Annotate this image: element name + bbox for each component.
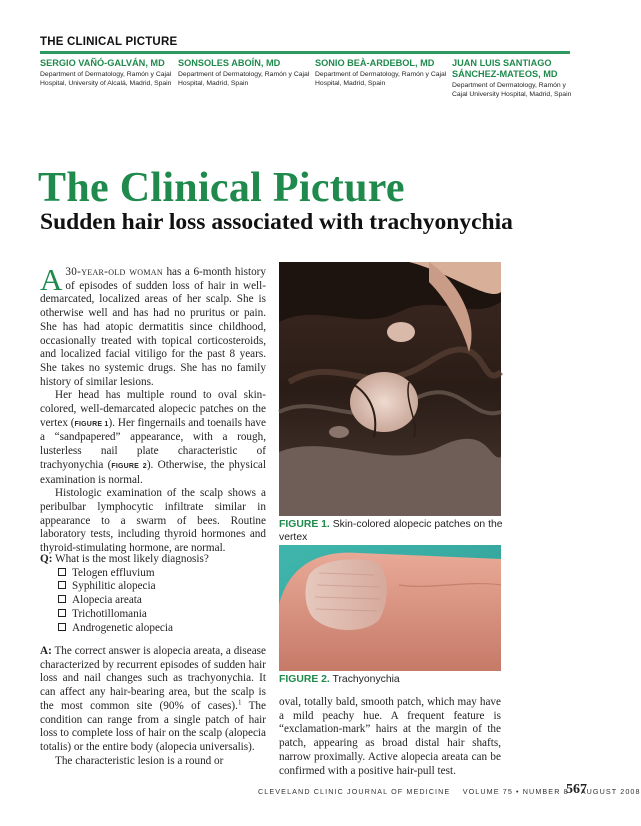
option-item: Telogen effluvium: [58, 567, 266, 581]
section-rule: [40, 51, 570, 54]
journal-name: CLEVELAND CLINIC JOURNAL OF MEDICINE: [258, 787, 451, 796]
answer-paragraph-1: A: The correct answer is alopecia areata, a disease characterized by recurrent episodes of sudden hair loss and nail changes such as trachyonychia. It can affect any hair-bearing area, but the scalp is the most common site (90% of cases).$^1$ The condition can range from a single patch of hair loss to complete loss of hair on the scalp (alopecia totalis) or the entire body (alopecia universalis).: [40, 645, 266, 753]
article-title: The Clinical Picture: [38, 165, 405, 211]
author-1: [40, 58, 175, 88]
author-affiliation: Department of Dermatology, Ramón y Cajal Hospital, Madrid, Spain: [178, 71, 310, 87]
author-name: SERGIO VAÑÓ-GALVÁN, MD: [40, 58, 165, 68]
page-number: 567: [566, 782, 587, 797]
volume: VOLUME 75: [462, 787, 513, 796]
option-item: Androgenetic alopecia: [58, 622, 266, 636]
checkbox-icon: [58, 568, 66, 576]
figure-2-caption: FIGURE 2. Trachyonychia: [279, 674, 400, 685]
answer-continuation: oval, totally bald, smooth patch, which may have a mild peachy hue. A frequent feature is “exclamation-mark” hairs at the margin of the patch, appearing as broad distal hair shafts, narrow proximally. Active alopecia areata can be confirmed with a positive hair-pull test.: [279, 696, 501, 777]
answer-options: [58, 567, 266, 636]
case-paragraph-3: Histologic examination of the scalp shows a peribulbar lymphocytic infiltrate similar in appearance to a swarm of bees. Routine laboratory tests, including thyroid hormones and thyroid-stimulating hormone, are normal.: [40, 487, 266, 555]
author-name: JUAN LUIS SANTIAGO SÁNCHEZ-MATEOS, MD: [452, 58, 558, 79]
checkbox-icon: [58, 595, 66, 603]
checkbox-icon: [58, 609, 66, 617]
answer-paragraph-2: The characteristic lesion is a round or: [55, 754, 224, 767]
author-affiliation: Department of Dermatology, Ramón y Cajal Hospital, University of Alcalá, Madrid, Spain: [40, 71, 172, 87]
question-block: [40, 553, 266, 635]
figure-2-reference: FIGURE 2: [111, 462, 147, 470]
author-4: [452, 58, 582, 99]
issue-number: NUMBER 8: [522, 787, 569, 796]
figure-1-image: [279, 262, 501, 516]
author-affiliation: Department of Dermatology, Ramón y Cajal University Hospital, Madrid, Spain: [452, 82, 572, 98]
case-description: [40, 262, 266, 556]
figure-1-caption: FIGURE 1. Skin-colored alopecic patches on the vertex: [279, 519, 503, 543]
question: Q: What is the most likely diagnosis?: [40, 553, 209, 565]
case-paragraph-1: A 30-year-old woman has a 6-month history of episodes of sudden loss of hair in well-demarcated, localized areas of her scalp. She is otherwise well and has had no pruritus or pain. She has had atopic dermatitis since childhood, occasionally treated with topical corticosteroids, and localized facial vitiligo for the past 8 years. She takes no systemic drugs. She has no family history of similar lesions.: [40, 262, 266, 388]
option-item: Trichotillomania: [58, 608, 266, 622]
author-affiliation: Department of Dermatology, Ramón y Cajal Hospital, Madrid, Spain: [315, 71, 447, 87]
page-footer: CLEVELAND CLINIC JOURNAL OF MEDICINE VOLUME 75 • NUMBER 8 AUGUST 2008 567: [258, 782, 641, 797]
checkbox-icon: [58, 581, 66, 589]
case-paragraph-2: Her head has multiple round to oval skin-colored, well-demarcated alopecic patches on the vertex (FIGURE 1). Her fingernails and toenails have a “sandpapered” appearance, with a rough, lusterless nail plate characteristic of trachyonychia (FIGURE 2). Otherwise, the physical examination is normal.: [40, 389, 266, 486]
section-label: THE CLINICAL PICTURE: [40, 36, 178, 48]
figure-1-reference: FIGURE 1: [74, 420, 109, 428]
lead-in: 30-year-old woman: [65, 266, 163, 278]
option-item: Syphilitic alopecia: [58, 580, 266, 594]
option-item: Alopecia areata: [58, 594, 266, 608]
author-name: SONIO BEÀ-ARDEBOL, MD: [315, 58, 435, 68]
reference-superscript: 1: [237, 698, 242, 707]
answer-block: [40, 645, 266, 768]
author-2: [178, 58, 312, 88]
checkbox-icon: [58, 623, 66, 631]
author-name: SONSOLES ABOÍN, MD: [178, 58, 281, 68]
drop-cap: A: [40, 262, 63, 297]
author-3: [315, 58, 447, 88]
figure-2-image: [279, 545, 501, 671]
issue-date: AUGUST 2008: [580, 787, 641, 796]
article-subtitle: Sudden hair loss associated with trachyonychia: [40, 209, 513, 235]
